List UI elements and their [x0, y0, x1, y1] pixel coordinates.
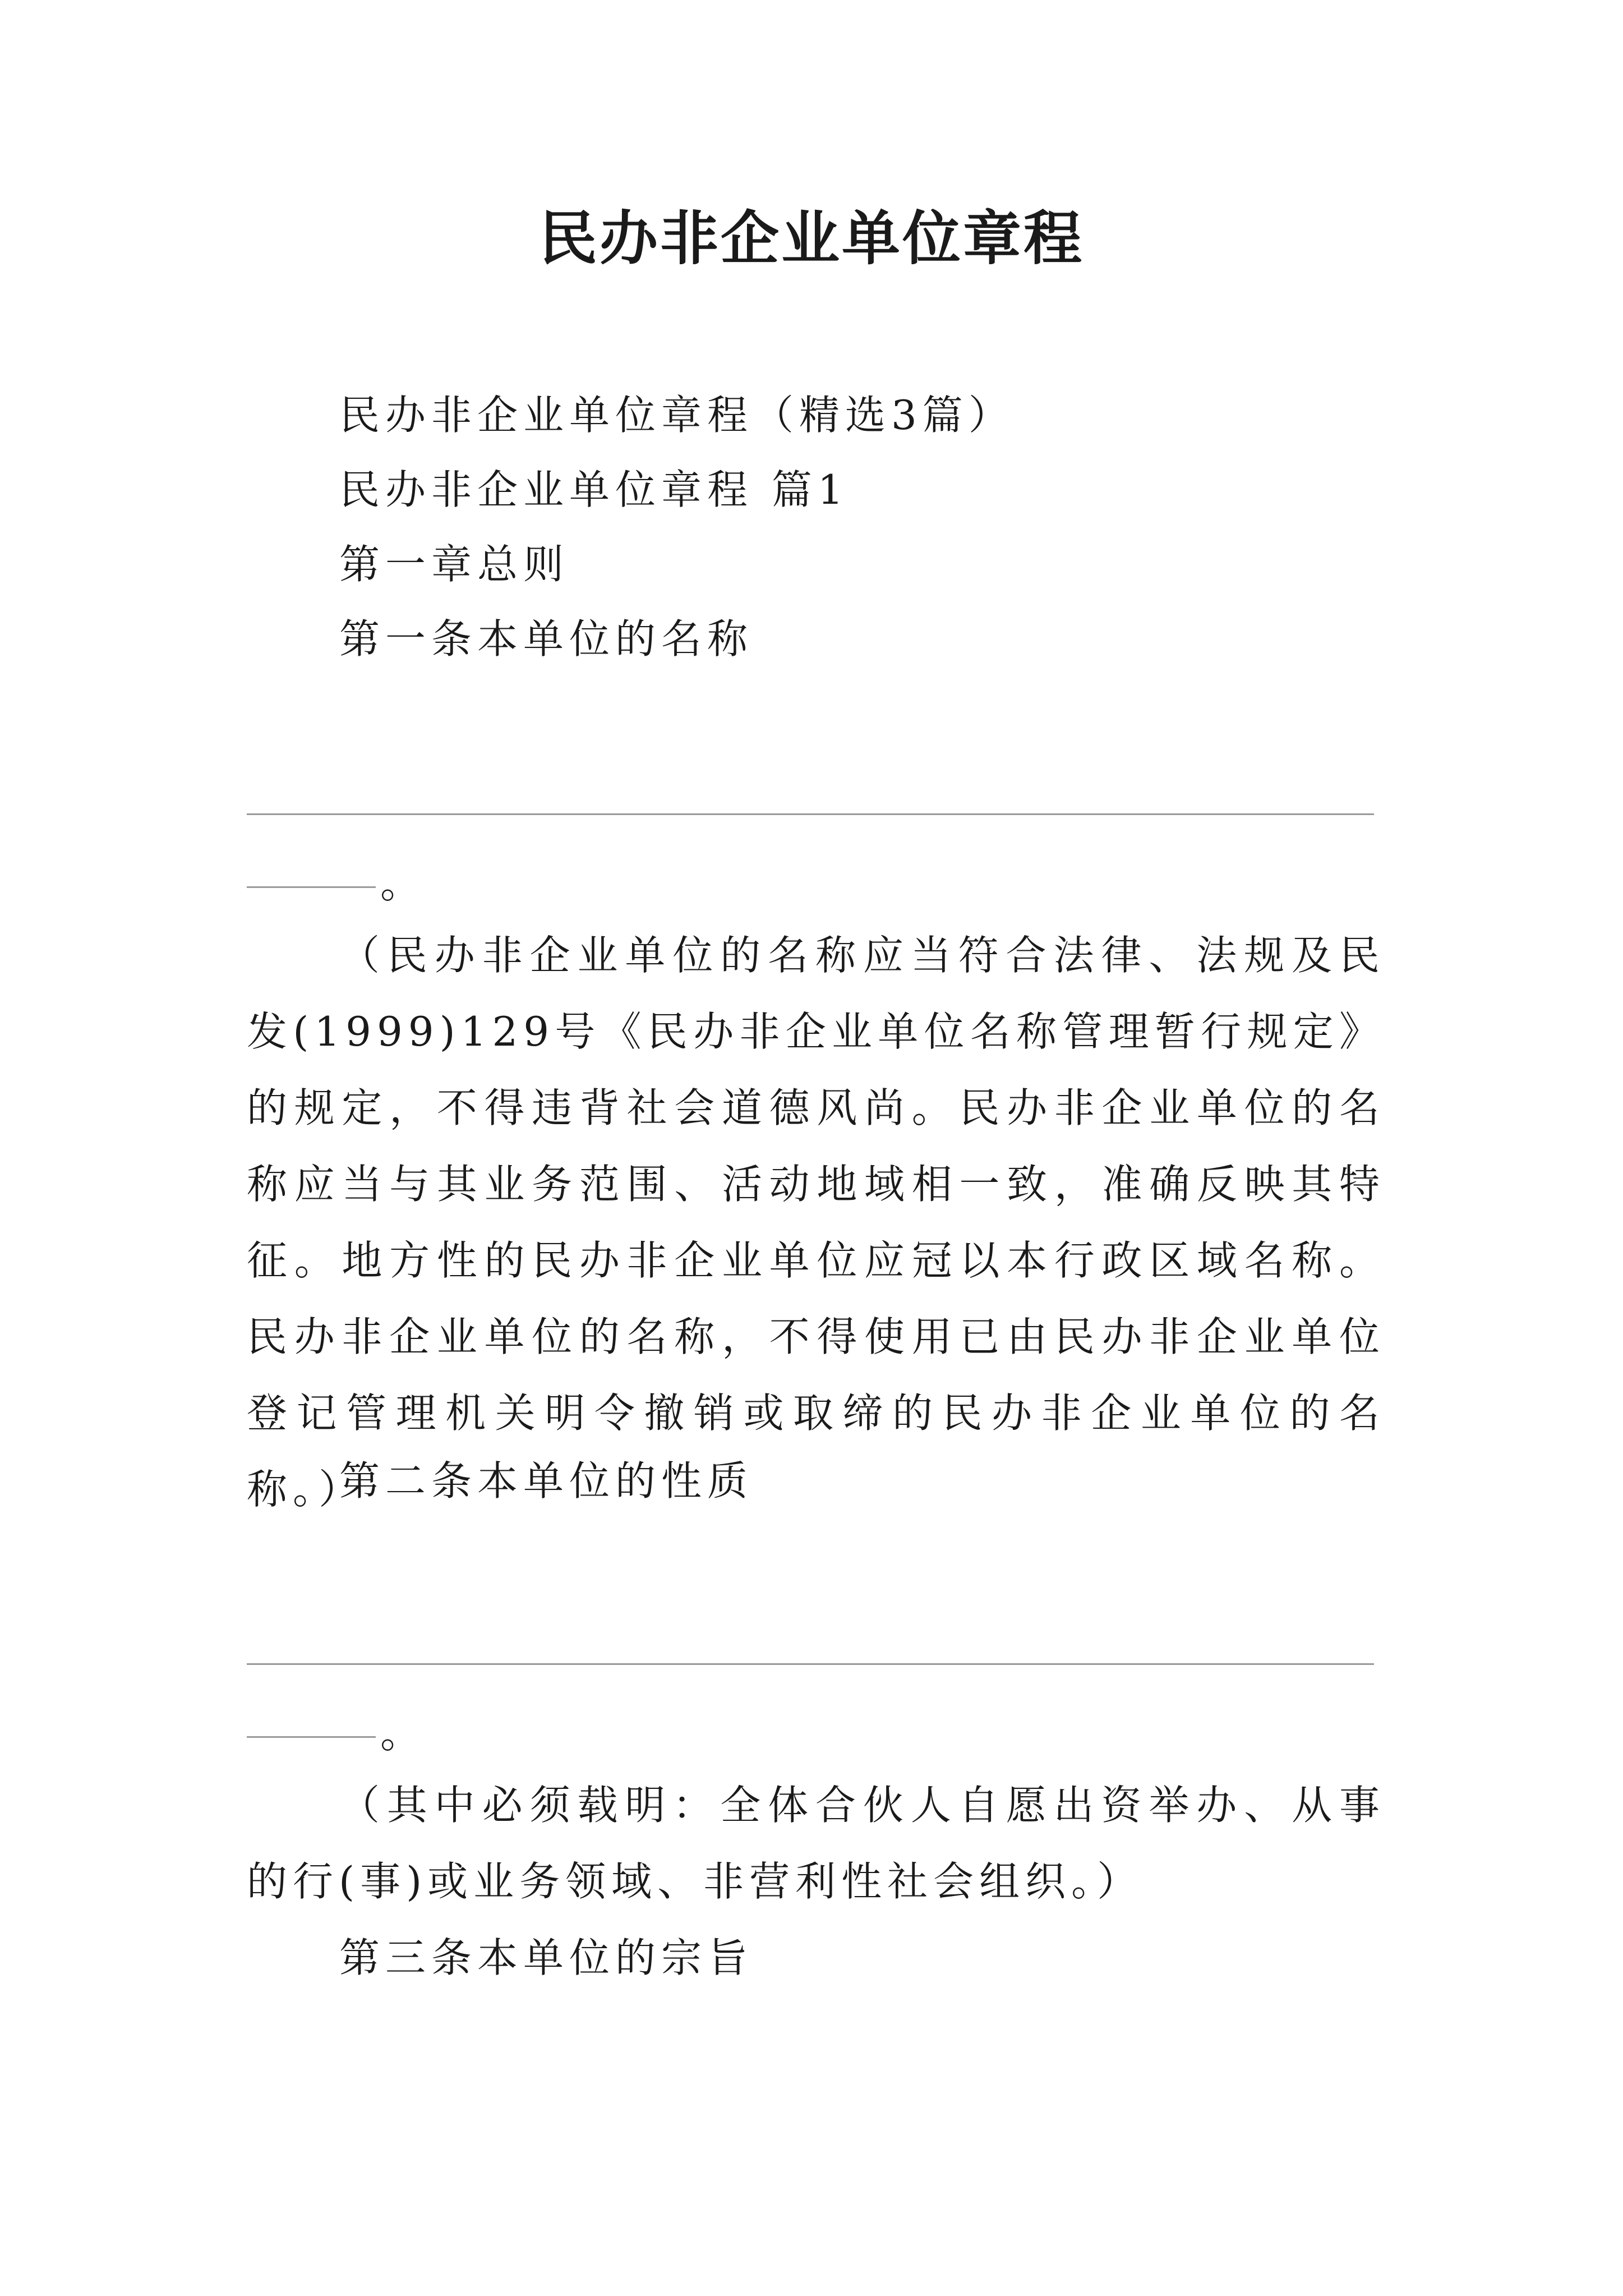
part-heading: 民办非企业单位章程 篇1 [339, 466, 849, 513]
article-1-note: （民办非企业单位的名称应当符合法律、法规及民发(1999)129号《民办非企业单位名称管理暂行规定》的规定，不得违背社会道德风尚。民办非企业单位的名称应当与其业务范围、活动地域相一致，准确反映其特征。地方性的民办非企业单位应冠以本行政区域名称。民办非企业单位的名称，不得使用已由民办非企业单位登记管理机关明令撤销或取缔的民办非企业单位的名称。） [247, 932, 1385, 1513]
fill-in-blank-line [247, 1663, 1374, 1665]
blank-period: 。 [380, 860, 421, 907]
chapter-heading: 第一章总则 [339, 541, 570, 588]
fill-in-blank-end [247, 1705, 421, 1761]
fill-in-blank-short-line [247, 1736, 376, 1738]
document-title: 民办非企业单位章程 [538, 204, 1084, 273]
article-2-heading: 第二条本单位的性质 [339, 1457, 754, 1504]
subtitle: 民办非企业单位章程（精选3篇） [339, 392, 1015, 439]
blank-period: 。 [380, 1710, 421, 1757]
article-2-note: （其中必须载明：全体合伙人自愿出资举办、从事的行(事)或业务领域、非营利性社会组织。） [247, 1782, 1385, 1905]
fill-in-blank-short-line [247, 886, 376, 888]
fill-in-blank-end [247, 855, 421, 912]
article-3-heading: 第三条本单位的宗旨 [339, 1934, 754, 1981]
article-1-heading: 第一条本单位的名称 [339, 615, 754, 662]
fill-in-blank-line [247, 813, 1374, 815]
